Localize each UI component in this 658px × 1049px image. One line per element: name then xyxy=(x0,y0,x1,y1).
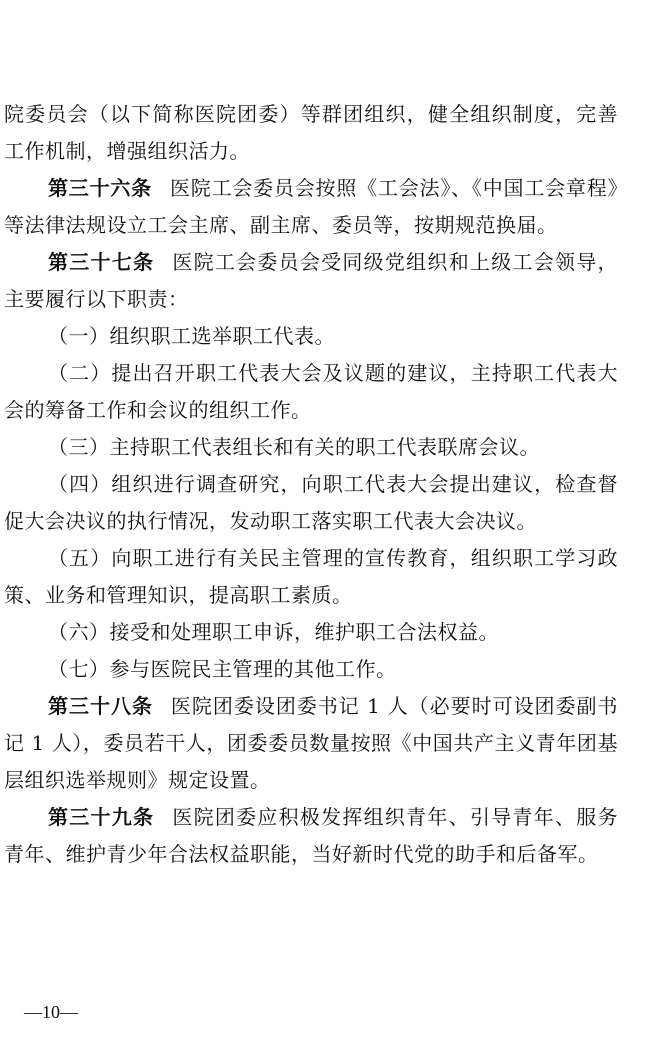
article-36 xyxy=(4,170,618,244)
duty-item-2 xyxy=(4,355,618,429)
article-37 xyxy=(4,244,618,318)
paragraph-text: 医院团委应积极发挥组织青年、引导青年、服务青年、维护青少年合法权益职能，当好新时代党的助手和后备军。 xyxy=(4,805,619,866)
article-number: 第三十八条 xyxy=(48,694,153,718)
paragraph-text: （四）组织进行调查研究，向职工代表大会提出建议，检查督促大会决议的执行情况，发动职工落实职工代表大会决议。 xyxy=(4,472,618,533)
article-39 xyxy=(4,799,618,873)
paragraph-continuation xyxy=(4,96,618,170)
paragraph-text: （七）参与医院民主管理的其他工作。 xyxy=(48,657,397,681)
duty-item-6 xyxy=(4,614,618,651)
paragraph-text: （三）主持职工代表组长和有关的职工代表联席会议。 xyxy=(48,435,540,459)
paragraph-text: （二）提出召开职工代表大会及议题的建议，主持职工代表大会的筹备工作和会议的组织工作。 xyxy=(4,361,618,422)
paragraph-text: （五）向职工进行有关民主管理的宣传教育，组织职工学习政策、业务和管理知识，提高职工素质。 xyxy=(4,546,618,607)
document-body xyxy=(4,96,618,873)
paragraph-text: （六）接受和处理职工申诉，维护职工合法权益。 xyxy=(48,620,499,644)
paragraph-text: （一）组织职工选举职工代表。 xyxy=(48,324,335,348)
duty-item-5 xyxy=(4,540,618,614)
article-38 xyxy=(4,688,618,799)
paragraph-text: 医院工会委员会按照《工会法》、《中国工会章程》等法律法规设立工会主席、副主席、委员等，按期规范换届。 xyxy=(4,176,619,237)
duty-item-3 xyxy=(4,429,618,466)
duty-item-7 xyxy=(4,651,618,688)
article-number: 第三十六条 xyxy=(48,176,152,200)
duty-item-1 xyxy=(4,318,618,355)
duty-item-4 xyxy=(4,466,618,540)
page-number: —10— xyxy=(24,1002,78,1022)
paragraph-text: 院委员会（以下简称医院团委）等群团组织，健全组织制度，完善工作机制，增强组织活力。 xyxy=(4,102,618,163)
paragraph-text: 医院工会委员会受同级党组织和上级工会领导，主要履行以下职责： xyxy=(4,250,619,311)
article-number: 第三十七条 xyxy=(48,250,155,274)
paragraph-text: 医院团委设团委书记 1 人（必要时可设团委副书记 1 人），委员若干人，团委委员数量按照《中国共产主义青年团基层组织选举规则》规定设置。 xyxy=(4,694,618,792)
article-number: 第三十九条 xyxy=(48,805,155,829)
